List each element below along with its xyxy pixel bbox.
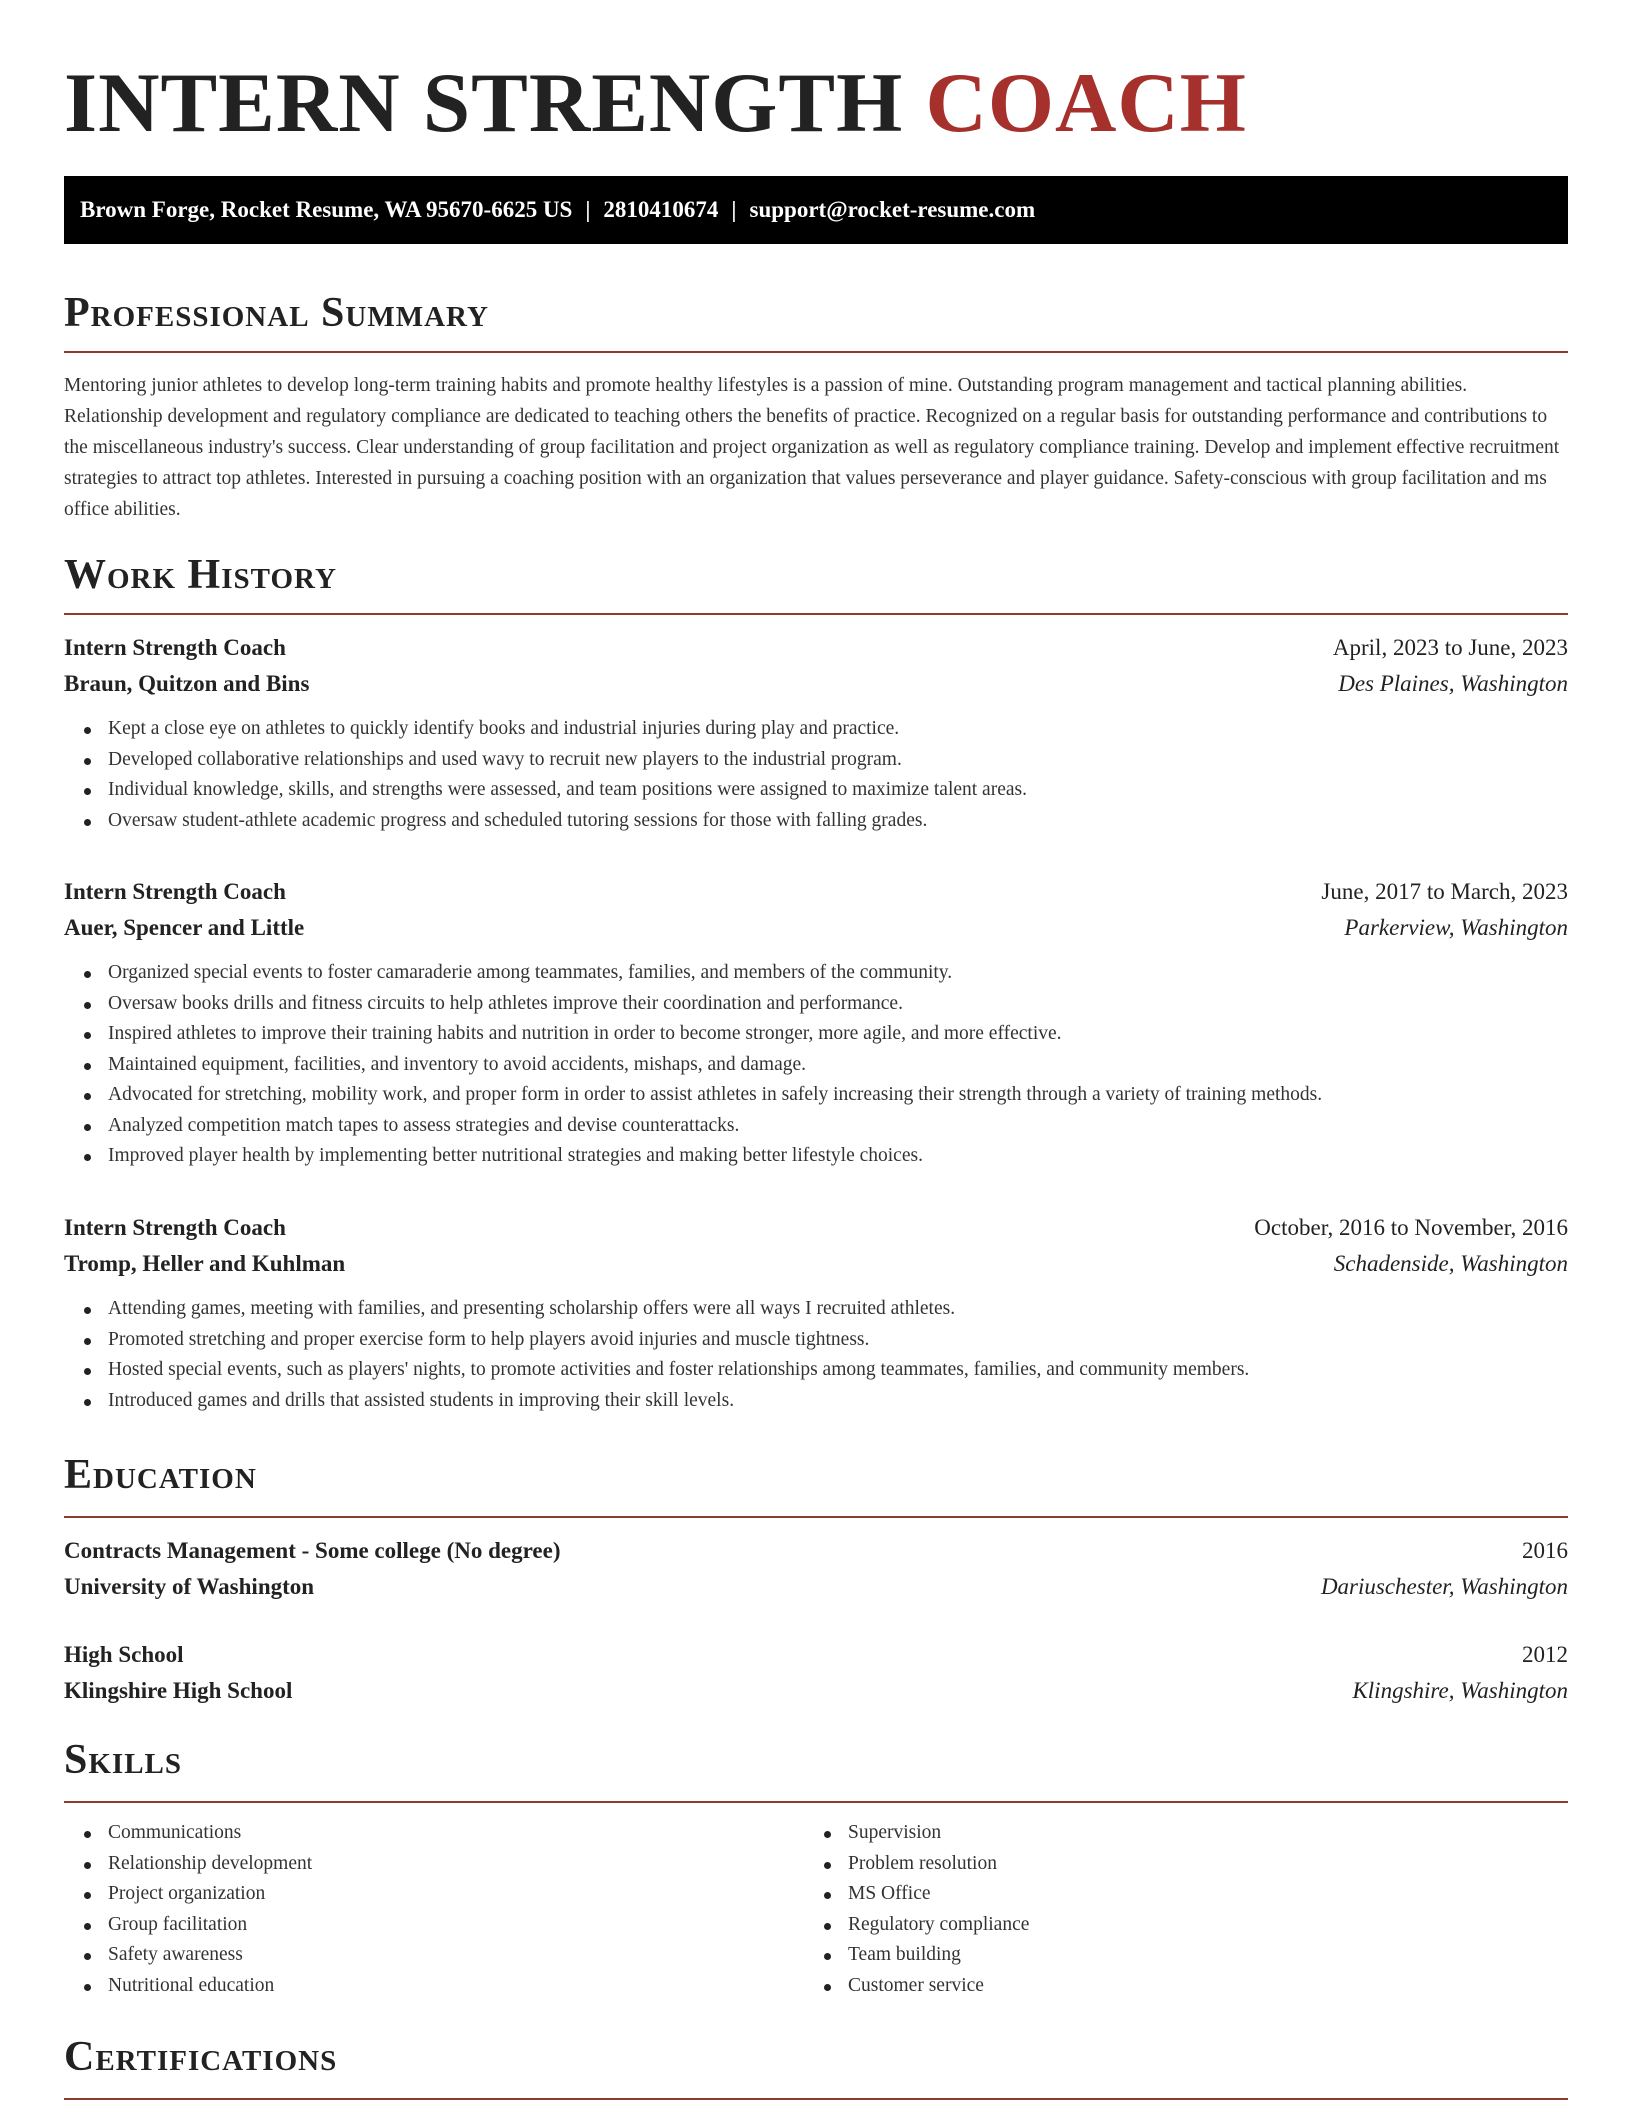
job-title: Intern Strength Coach [64,635,286,660]
job-location: Des Plaines, Washington [1338,671,1568,696]
skills-list-right [804,1818,1504,2001]
job-company: Tromp, Heller and Kuhlman [64,1251,346,1276]
job-bullet: Advocated for stretching, mobility work, and proper form in order to assist athletes in safely increasing their strength through a variety of training methods. [64,1080,1568,1111]
education-school: University of Washington [64,1574,315,1599]
job-bullets [64,714,1568,836]
job-company: Braun, Quitzon and Bins [64,671,310,696]
education-year: 2016 [1522,1538,1568,1563]
job-bullet: Inspired athletes to improve their training habits and nutrition in order to become stronger, more agile, and more effective. [64,1019,1568,1050]
job-dates: October, 2016 to November, 2016 [1254,1215,1568,1240]
job-bullet: Organized special events to foster camaraderie among teammates, families, and members of the community. [64,958,1568,989]
summary-section-header [64,288,1568,353]
education-degree: High School [64,1642,184,1667]
skill-item: MS Office [804,1879,1504,1910]
job-bullets [64,958,1568,1172]
contact-phone: 2810410674 [603,197,719,222]
education-location: Dariuschester, Washington [1320,1574,1568,1599]
job-bullets [64,1294,1568,1416]
skill-item: Relationship development [64,1849,764,1880]
job-bullet: Oversaw books drills and fitness circuits to help athletes improve their coordination and performance. [64,989,1568,1020]
skill-item: Nutritional education [64,1971,764,2002]
skill-item: Project organization [64,1879,764,1910]
work-section-header [64,550,1568,615]
contact-separator: | [731,197,737,222]
education-location: Klingshire, Washington [1352,1678,1568,1703]
job-bullet: Kept a close eye on athletes to quickly identify books and industrial injuries during play and practice. [64,714,1568,745]
skills-heading: Skills [64,1737,183,1783]
job-dates: June, 2017 to March, 2023 [1321,879,1568,904]
title-main: INTERN STRENGTH [64,56,904,150]
job-bullet: Attending games, meeting with families, and presenting scholarship offers were all ways I recruited athletes. [64,1294,1568,1325]
job-location: Schadenside, Washington [1333,1251,1568,1276]
job-bullet: Analyzed competition match tapes to assess strategies and devise counterattacks. [64,1111,1568,1142]
job-bullet: Maintained equipment, facilities, and inventory to avoid accidents, mishaps, and damage. [64,1050,1568,1081]
skill-item: Problem resolution [804,1849,1504,1880]
skill-item: Communications [64,1818,764,1849]
skills-section-header [64,1735,1568,1803]
job-company: Auer, Spencer and Little [64,915,305,940]
education-year: 2012 [1522,1642,1568,1667]
education-degree: Contracts Management - Some college (No degree) [64,1538,561,1563]
job-bullet: Oversaw student-athlete academic progress and scheduled tutoring sessions for those with falling grades. [64,806,1568,837]
skill-item: Customer service [804,1971,1504,2002]
summary-heading: Professional Summary [64,290,489,336]
education-entry [64,1533,1568,1605]
education-entry [64,1637,1568,1709]
job-bullet: Developed collaborative relationships and used wavy to recruit new players to the industrial program. [64,745,1568,776]
certifications-heading: Certifications [64,2034,338,2080]
summary-text: Mentoring junior athletes to develop long-term training habits and promote healthy lifestyles is a passion of mine. Outstanding program management and tactical planning abilities. Relationship development and regulatory compliance are dedicated to teaching others the benefits of practice. Recognized on a regular basis for outstanding performance and contributions to the miscellaneous industry's success. Clear understanding of group facilitation and project organization as well as regulatory compliance training. Develop and implement effective recruitment strategies to attract top athletes. Interested in pursuing a coaching position with an organization that values perseverance and player guidance. Safety-conscious with group facilitation and ms office abilities. [64,375,1560,520]
certifications-section-header [64,2032,1568,2100]
job-dates: April, 2023 to June, 2023 [1332,635,1568,660]
work-heading: Work History [64,552,337,598]
skills-list-left [64,1818,764,2001]
skill-item: Team building [804,1940,1504,1971]
job-entry [64,630,1568,836]
education-section-header [64,1450,1568,1518]
job-bullet: Hosted special events, such as players' nights, to promote activities and foster relationships among teammates, families, and community members. [64,1355,1568,1386]
skill-item: Supervision [804,1818,1504,1849]
job-entry [64,874,1568,1172]
education-heading: Education [64,1452,257,1498]
job-title: Intern Strength Coach [64,879,286,904]
contact-bar [64,176,1568,244]
job-bullet: Promoted stretching and proper exercise form to help players avoid injuries and muscle tightness. [64,1325,1568,1356]
job-bullet: Introduced games and drills that assisted students in improving their skill levels. [64,1386,1568,1417]
job-entry [64,1210,1568,1416]
job-location: Parkerview, Washington [1344,915,1568,940]
contact-address: Brown Forge, Rocket Resume, WA 95670-6625 US [80,197,573,222]
skill-item: Safety awareness [64,1940,764,1971]
job-bullet: Improved player health by implementing better nutritional strategies and making better lifestyle choices. [64,1141,1568,1172]
education-school: Klingshire High School [64,1678,293,1703]
title-accent: COACH [925,56,1247,150]
contact-separator: | [585,197,591,222]
job-bullet: Individual knowledge, skills, and strengths were assessed, and team positions were assigned to maximize talent areas. [64,775,1568,806]
skill-item: Group facilitation [64,1910,764,1941]
resume-title [64,58,1247,148]
job-title: Intern Strength Coach [64,1215,286,1240]
skill-item: Regulatory compliance [804,1910,1504,1941]
contact-email[interactable]: support@rocket-resume.com [749,197,1036,222]
